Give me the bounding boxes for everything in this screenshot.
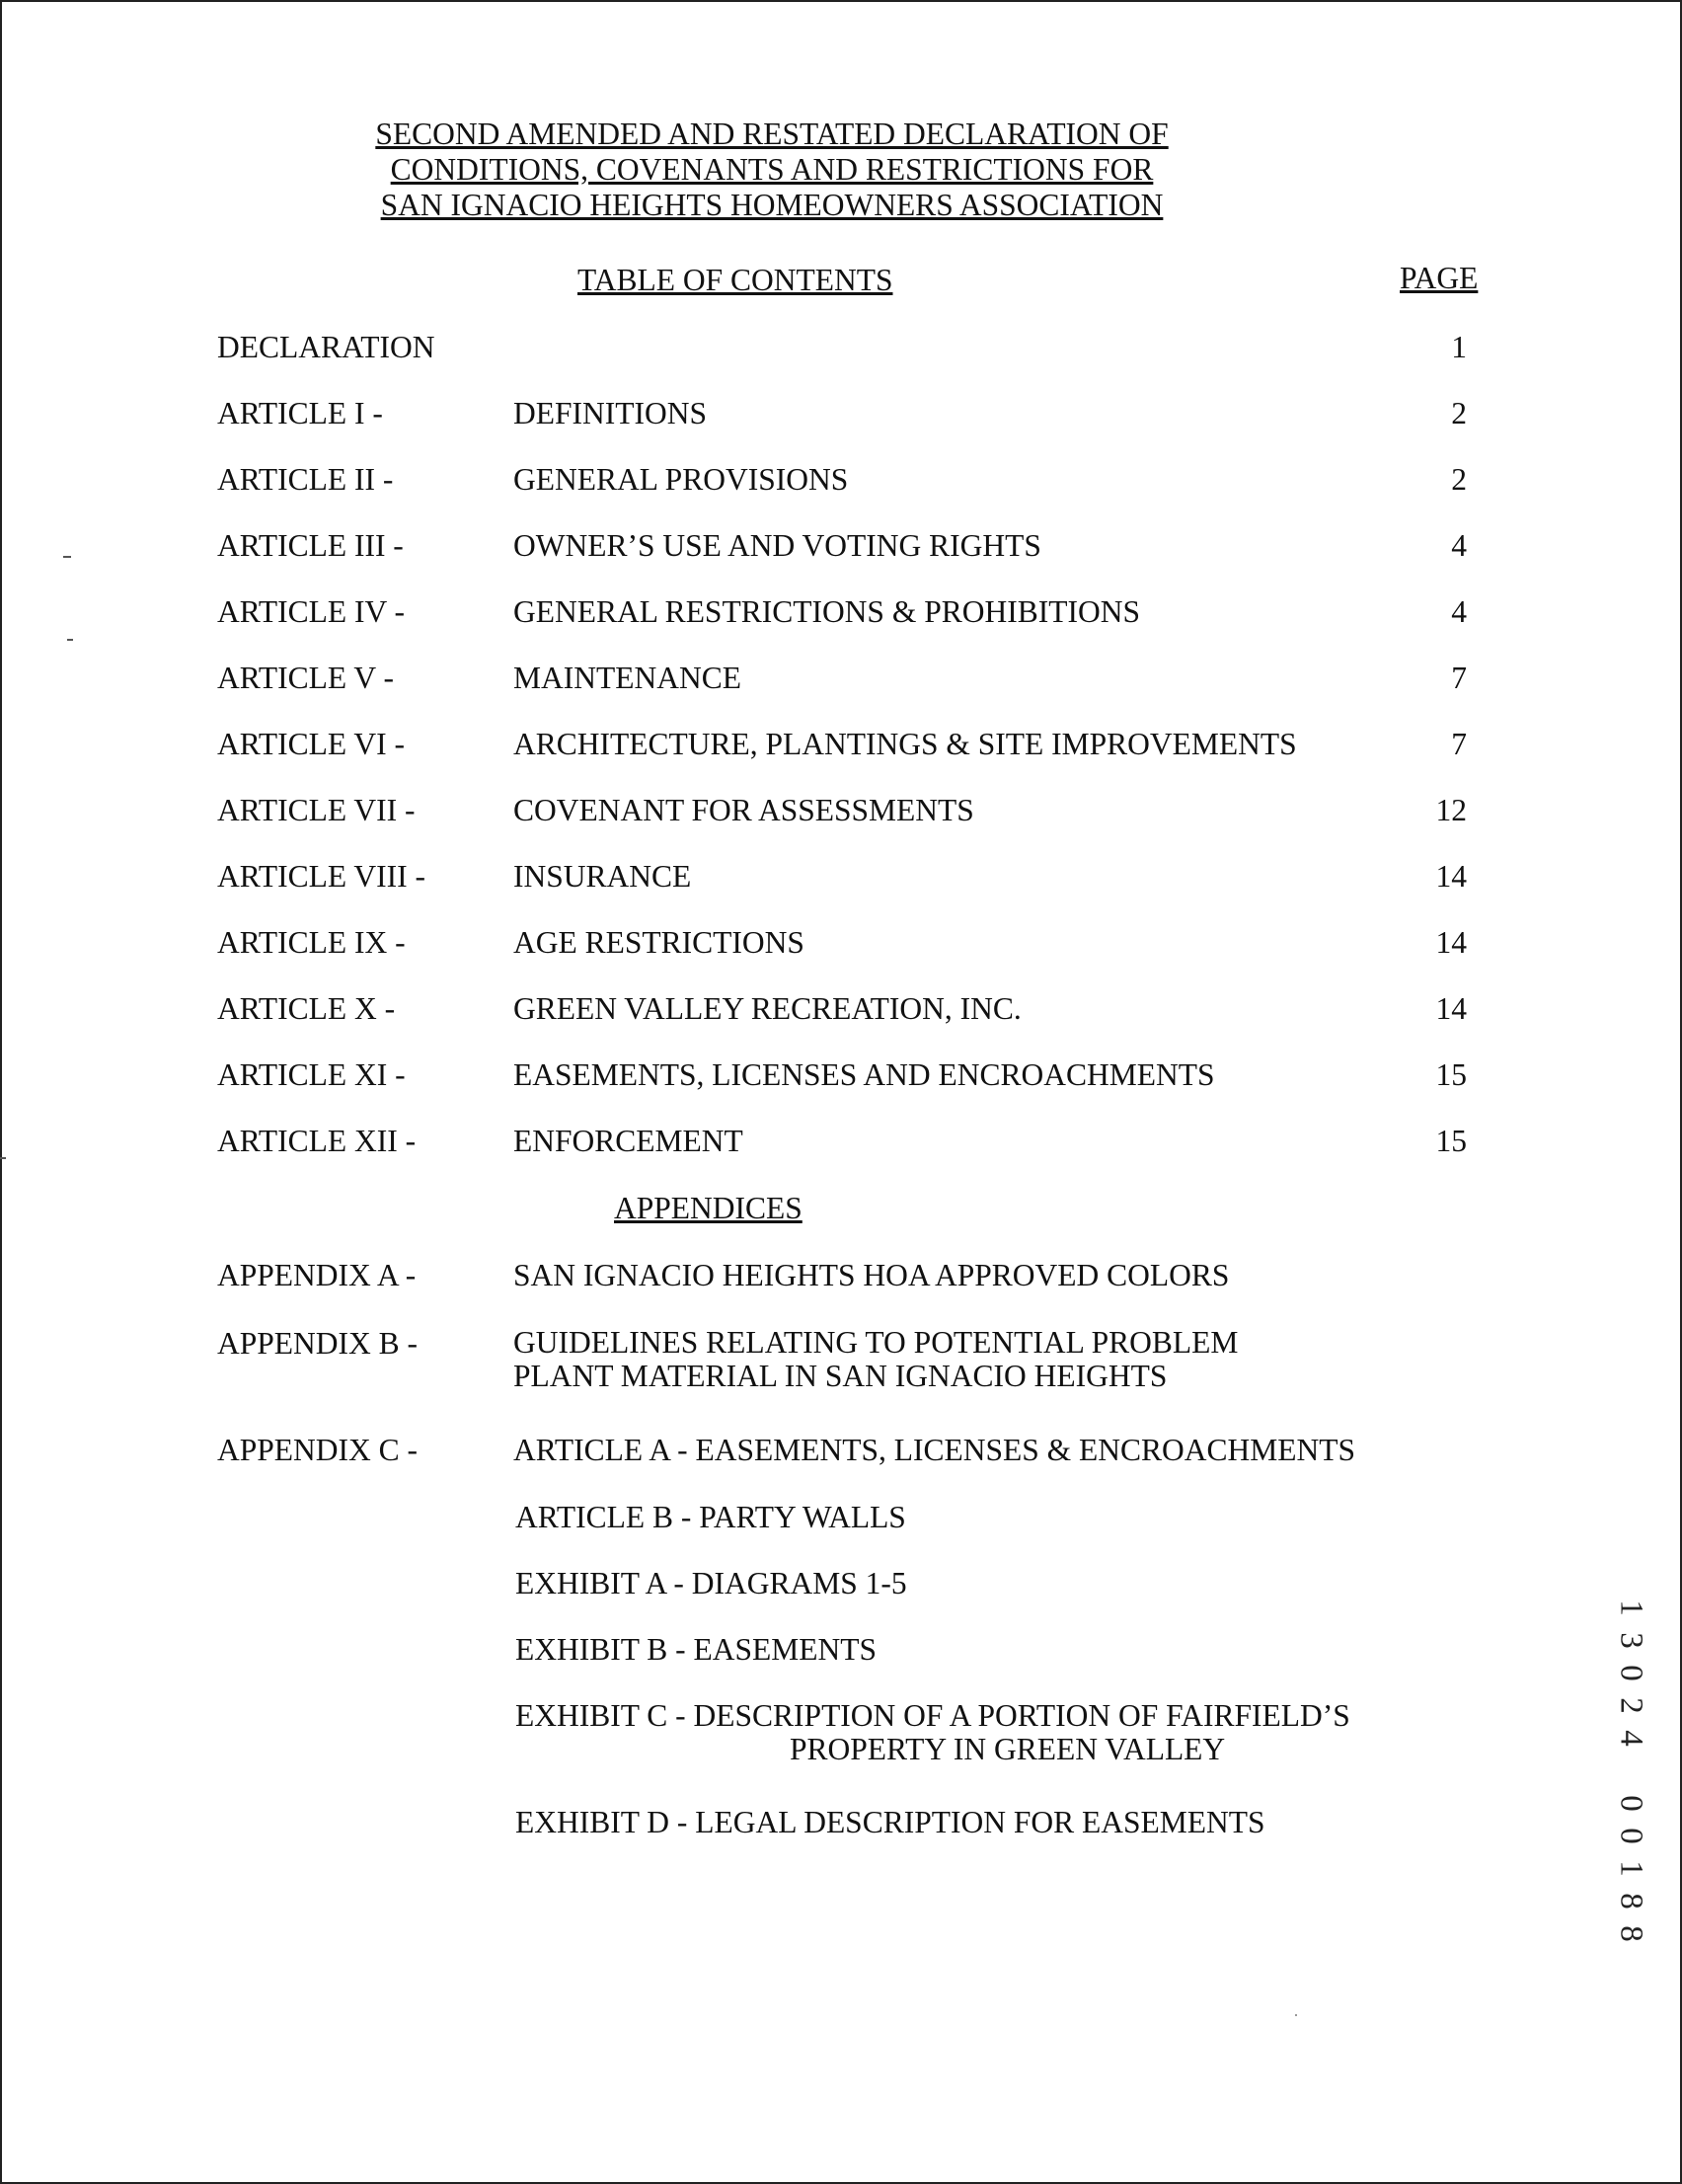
toc-row-label: ARTICLE VI -: [217, 727, 405, 761]
appendix-label: APPENDIX C -: [217, 1433, 419, 1467]
toc-row: [0, 793, 1682, 828]
toc-row: [0, 1057, 1682, 1093]
toc-row-label: ARTICLE VII -: [217, 793, 416, 827]
toc-row-title: OWNER’S USE AND VOTING RIGHTS: [513, 528, 1041, 563]
toc-row-page: 14: [1435, 991, 1467, 1026]
appendix-b-row: [0, 1326, 1682, 1395]
toc-row-title: MAINTENANCE: [513, 661, 741, 695]
toc-row-title: DEFINITIONS: [513, 396, 707, 430]
appendix-title: SAN IGNACIO HEIGHTS HOA APPROVED COLORS: [513, 1258, 1230, 1292]
appendix-c-item: ARTICLE A - EASEMENTS, LICENSES & ENCROACHMENTS: [513, 1433, 1356, 1467]
toc-row: [0, 925, 1682, 961]
bates-digit: 1: [1613, 1599, 1649, 1616]
toc-row-label: ARTICLE XI -: [217, 1057, 406, 1092]
toc-row: [0, 396, 1682, 431]
toc-row-title: ARCHITECTURE, PLANTINGS & SITE IMPROVEMENTS: [513, 727, 1297, 761]
toc-row: [0, 528, 1682, 564]
toc-row-title: GENERAL PROVISIONS: [513, 462, 849, 497]
toc-row-page: 2: [1451, 396, 1467, 430]
toc-row-page: 12: [1435, 793, 1467, 827]
toc-row-page: 7: [1451, 727, 1467, 761]
appendix-label: APPENDIX A -: [217, 1258, 417, 1292]
toc-row: [0, 991, 1682, 1027]
toc-row-page: 15: [1435, 1124, 1467, 1158]
bates-digit: 2: [1613, 1697, 1649, 1714]
appendix-c-exhibit-d: EXHIBIT D - LEGAL DESCRIPTION FOR EASEMENTS: [515, 1805, 1265, 1839]
toc-row-page: 4: [1451, 594, 1467, 629]
toc-row: [0, 727, 1682, 762]
bates-digit: 4: [1613, 1730, 1649, 1747]
appendix-c-item: EXHIBIT B - EASEMENTS: [515, 1632, 878, 1667]
toc-row-label: ARTICLE I -: [217, 396, 383, 430]
bates-digit: [1615, 1755, 1647, 1788]
toc-row-label: ARTICLE III -: [217, 528, 404, 563]
toc-row-page: 15: [1435, 1057, 1467, 1092]
bates-digit: 3: [1613, 1632, 1649, 1649]
toc-row-declaration: [0, 330, 1682, 365]
toc-row-label: ARTICLE IV -: [217, 594, 405, 629]
bates-digit: 0: [1613, 1828, 1649, 1844]
appendix-title-line-2: PLANT MATERIAL IN SAN IGNACIO HEIGHTS: [513, 1359, 1168, 1393]
toc-row-label: ARTICLE V -: [217, 661, 394, 695]
toc-row: [0, 594, 1682, 630]
toc-row: [0, 1124, 1682, 1159]
appendices-heading: APPENDICES: [614, 1191, 803, 1225]
toc-row-label: ARTICLE IX -: [217, 925, 406, 960]
toc-row-title: INSURANCE: [513, 859, 692, 894]
toc-row-label: ARTICLE II -: [217, 462, 394, 497]
bates-digit: 0: [1613, 1665, 1649, 1681]
appendix-c-row: [0, 1433, 1682, 1468]
toc-row-title: COVENANT FOR ASSESSMENTS: [513, 793, 974, 827]
toc-row-page: 2: [1451, 462, 1467, 497]
toc-row-title: AGE RESTRICTIONS: [513, 925, 804, 960]
toc-row-page: 14: [1435, 925, 1467, 960]
title-line-3: SAN IGNACIO HEIGHTS HOMEOWNERS ASSOCIATION: [380, 188, 1164, 222]
toc-row-page: 1: [1451, 330, 1467, 364]
page-column-heading: PAGE: [1400, 261, 1479, 295]
toc-row: [0, 462, 1682, 498]
toc-row-label: ARTICLE VIII -: [217, 859, 425, 894]
toc-row: [0, 859, 1682, 895]
bates-digit: 1: [1613, 1860, 1649, 1877]
appendix-c-item: ARTICLE B - PARTY WALLS: [515, 1500, 906, 1534]
toc-row-title: GREEN VALLEY RECREATION, INC.: [513, 991, 1022, 1026]
appendix-a-row: [0, 1258, 1682, 1293]
scan-mark: [67, 639, 73, 641]
appendix-c-exhibit-c-line-1: EXHIBIT C - DESCRIPTION OF A PORTION OF FAIRFIELD’S: [515, 1698, 1350, 1733]
bates-digit: 8: [1613, 1893, 1649, 1910]
title-line-1: SECOND AMENDED AND RESTATED DECLARATION OF: [375, 117, 1169, 151]
appendix-label: APPENDIX B -: [217, 1326, 419, 1361]
toc-row-label: ARTICLE XII -: [217, 1124, 417, 1158]
bates-digit: 0: [1613, 1795, 1649, 1812]
toc-row-title: GENERAL RESTRICTIONS & PROHIBITIONS: [513, 594, 1140, 629]
toc-row-title: ENFORCEMENT: [513, 1124, 743, 1158]
toc-row-label: ARTICLE X -: [217, 991, 396, 1026]
document-title: [0, 117, 1682, 223]
scan-speck: [1295, 2014, 1297, 2016]
toc-row-page: 7: [1451, 661, 1467, 695]
appendix-c-item: EXHIBIT A - DIAGRAMS 1-5: [515, 1566, 907, 1600]
toc-row-page: 4: [1451, 528, 1467, 563]
toc-row-page: 14: [1435, 859, 1467, 894]
bates-number: [1614, 1592, 1647, 1950]
toc-heading: TABLE OF CONTENTS: [577, 263, 893, 297]
toc-row-title: EASEMENTS, LICENSES AND ENCROACHMENTS: [513, 1057, 1215, 1092]
appendix-c-exhibit-c-line-2: PROPERTY IN GREEN VALLEY: [790, 1732, 1226, 1766]
toc-row: [0, 661, 1682, 696]
toc-row-label: DECLARATION: [217, 330, 435, 364]
appendix-title-line-1: GUIDELINES RELATING TO POTENTIAL PROBLEM: [513, 1325, 1239, 1360]
title-line-2: CONDITIONS, COVENANTS AND RESTRICTIONS FOR: [390, 152, 1154, 187]
bates-digit: 8: [1613, 1925, 1649, 1942]
